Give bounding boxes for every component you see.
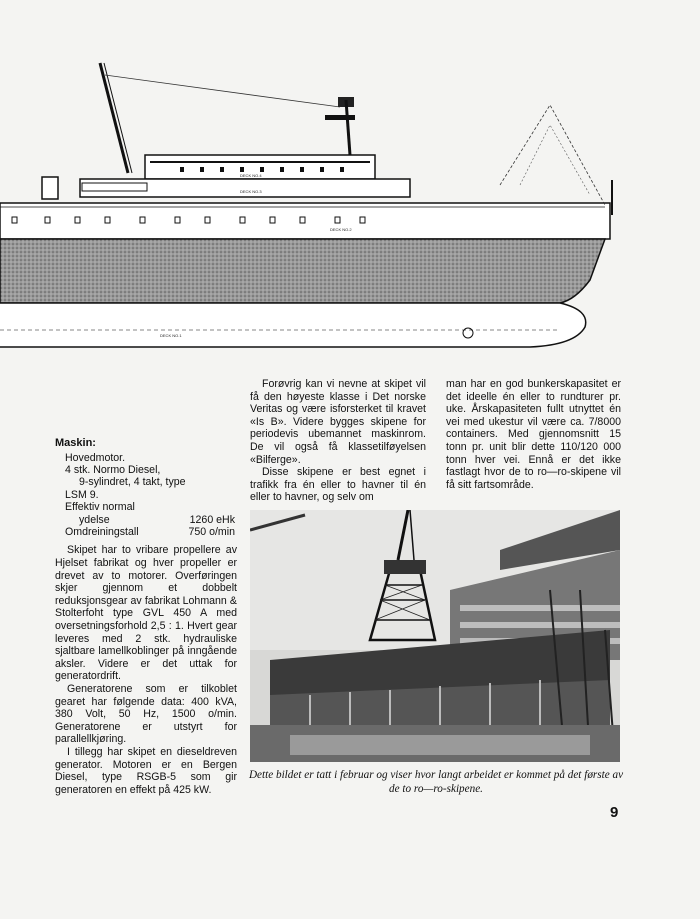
- paragraph: Skipet har to vribare propellere av Hjelset fabrikat og hver propeller er drevet av to motorer. Overføringen skjer gjennom et dobbelt reduksjonsgear av fabrikat Lohmann & Stolterfoht type GVL 450 A med oversetningsforhold 2,5 : 1. Hvert gear leveres med 2 stk. hydrauliske sjaltbare lamellkoblinger på inngående aksler. Videre er det uttak for generatordrift.: [55, 544, 237, 683]
- spec-line: 4 stk. Normo Diesel,: [65, 464, 161, 476]
- specs-heading: Maskin:: [55, 437, 96, 449]
- spec-value: 750 o/min: [188, 526, 235, 539]
- shipyard-photo: [250, 510, 620, 762]
- spec-value: 1260 eHk: [189, 513, 235, 526]
- spec-row-rpm: [65, 526, 237, 538]
- spec-line: LSM 9.: [65, 488, 99, 501]
- paragraph: Forøvrig kan vi nevne at skipet vil få den høyeste klasse i Det norske Veritas og være isforsterket til kravet «Is B». Videre bygges skipene for periodevis ubemannet maskinrom. De vil også få klassetilføyelsen «Bilferge».: [250, 378, 426, 466]
- paragraph: man har en god bunkerskapasitet er det ideelle én eller to rundturer pr. uke. Årskapasiteten fullt utnyttet én vei med ukestur vil være ca. 7/8000 containers. Med gjennomsnitt 15 tonn pr. unit blir dette 110/120 000 tonn hver vei. Ennå er det ikke fastlagt hvor de to ro—ro-skipene vil få sitt fartsområde.: [446, 378, 621, 491]
- right-column: [446, 378, 621, 491]
- ship-profile-drawing: [0, 55, 630, 365]
- spec-line: 9-sylindret, 4 takt, type: [79, 476, 186, 489]
- middle-column: [250, 378, 426, 504]
- deck-label: DECK NO.1: [160, 333, 182, 338]
- spec-line: Hovedmotor.: [65, 451, 126, 464]
- deck-label: DECK NO.2: [330, 227, 352, 232]
- paragraph: I tillegg har skipet en dieseldreven generator. Motoren er en Bergen Diesel, type RSGB-5 som gir generatoren en effekt på 425 kW.: [55, 745, 237, 796]
- spec-label: ydelse: [79, 513, 110, 526]
- photo-caption: Dette bildet er tatt i februar og viser hvor langt arbeidet er kommet på det første av de to ro—ro-skipene.: [248, 769, 624, 795]
- left-column: [55, 437, 237, 796]
- deck-label: DECK NO.3: [240, 189, 262, 194]
- deck-label: DECK NO.4: [240, 173, 262, 178]
- paragraph: Disse skipene er best egnet i trafikk fra én eller to havner til én eller to havner, og selv om: [250, 466, 426, 504]
- spec-line: Effektiv normal: [65, 501, 135, 514]
- machine-specs: [65, 452, 237, 539]
- spec-label: Omdreiningstall: [65, 526, 139, 539]
- paragraph: Generatorene som er tilkoblet gearet har følgende data: 400 kVA, 380 Volt, 50 Hz, 1500 o/min. Generatorene er utstyrt for parallellkjøring.: [55, 682, 237, 746]
- spec-row-power: [65, 514, 237, 526]
- page-number: 9: [610, 804, 619, 821]
